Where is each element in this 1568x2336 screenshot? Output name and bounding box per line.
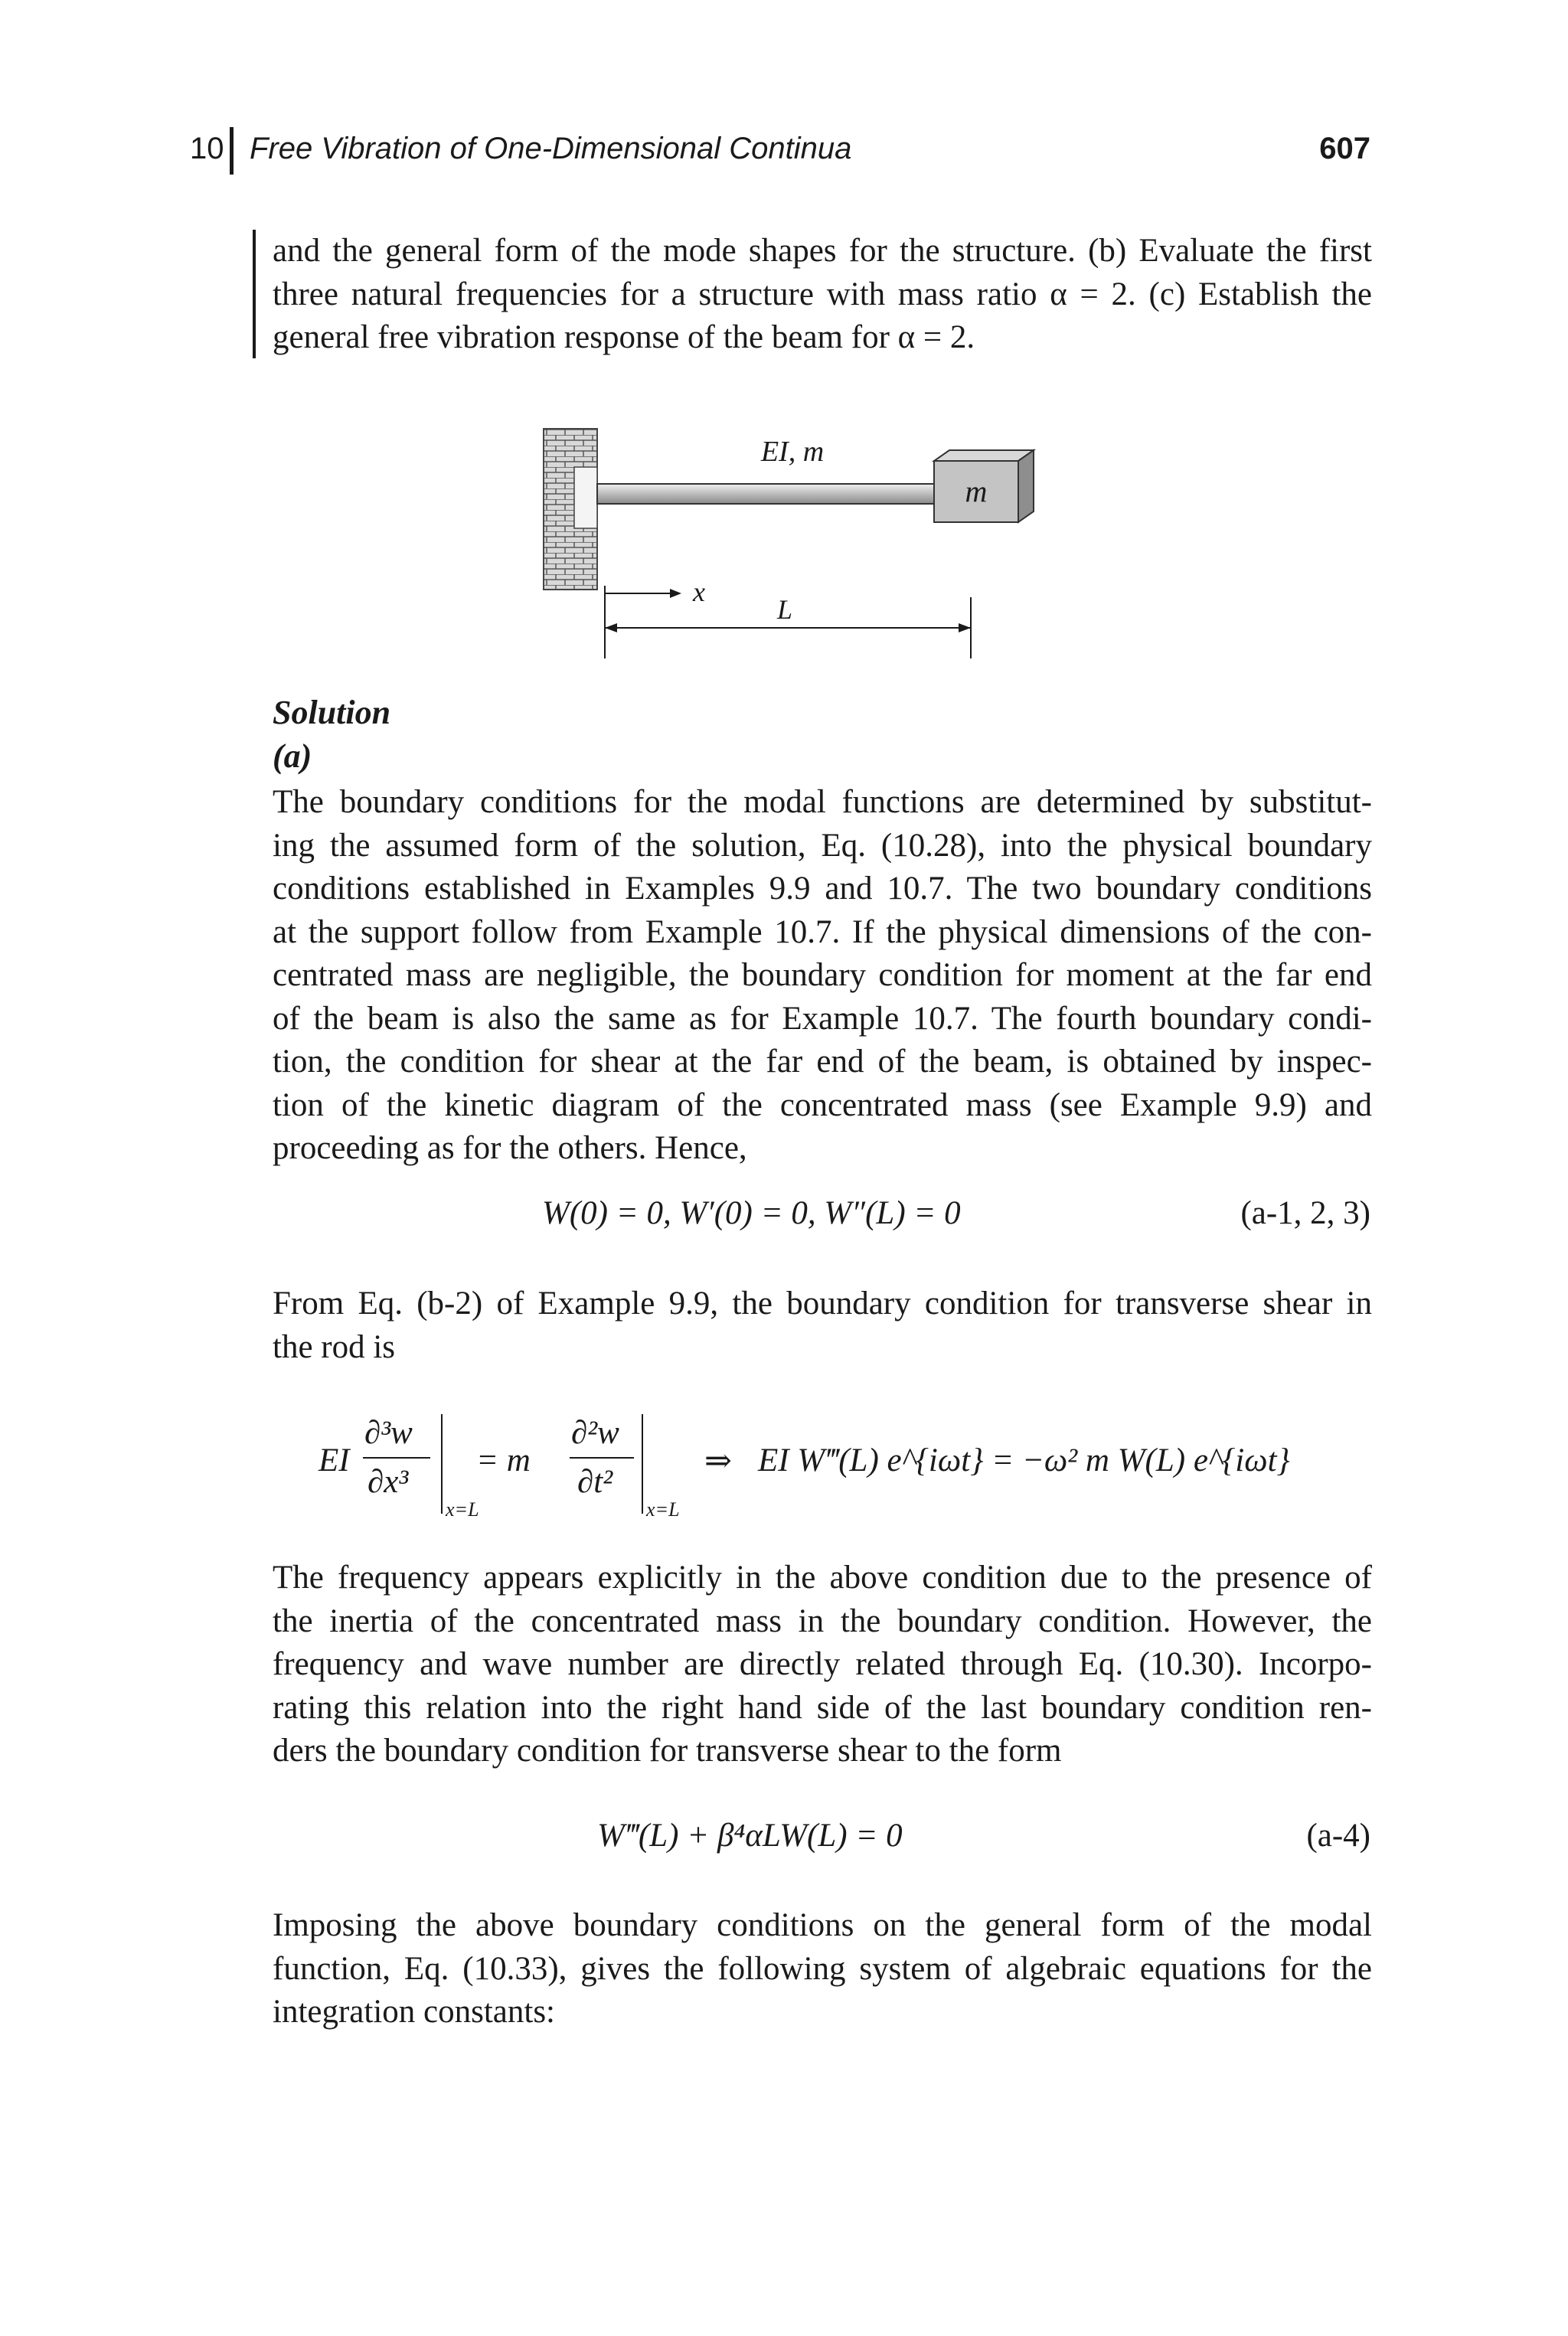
- eq-eval-x-equals-L: x=L: [646, 1498, 680, 1521]
- solution-heading: Solution: [273, 694, 391, 731]
- paragraph-line: conditions established in Examples 9.9 and 10.7. The two boundary conditions: [273, 871, 1372, 907]
- equation-label-a-1-2-3: (a-1, 2, 3): [1240, 1195, 1370, 1231]
- paragraph-line: The boundary conditions for the modal functions are determined by substitut-: [273, 784, 1372, 820]
- eq-numerator-d2w: ∂²w: [571, 1415, 619, 1451]
- fraction-bar: [363, 1457, 430, 1459]
- paragraph-line: ders the boundary condition for transverse shear to the form: [273, 1733, 1062, 1769]
- equation-a-4: W‴(L) + β⁴αLW(L) = 0: [597, 1818, 903, 1854]
- eq-denominator-dx3: ∂x³: [368, 1464, 409, 1500]
- eq-denominator-dt2: ∂t²: [577, 1464, 613, 1500]
- beam-label: EI, m: [760, 436, 825, 468]
- paragraph-frequency-relation: [273, 1557, 1372, 1773]
- x-axis-label: x: [693, 577, 705, 607]
- evaluation-bar: [642, 1414, 643, 1514]
- paragraph-line: of the beam is also the same as for Example 10.7. The fourth boundary condi-: [273, 1000, 1372, 1037]
- eq-shear-rhs: EI W‴(L) e^{iωt} = −ω² m W(L) e^{iωt}: [758, 1442, 1290, 1478]
- chapter-number: 10: [190, 132, 224, 165]
- intro-paragraph: [273, 230, 1372, 360]
- paragraph-line: function, Eq. (10.33), gives the following system of algebraic equations for the: [273, 1950, 1372, 1987]
- paragraph-line: tion of the kinetic diagram of the concentrated mass (see Example 9.9) and: [273, 1086, 1372, 1123]
- eq-eval-x-equals-L: x=L: [446, 1498, 479, 1521]
- fraction-bar: [570, 1457, 634, 1459]
- eq-equals-m: = m: [476, 1442, 531, 1478]
- equation-label-a-4: (a-4): [1306, 1818, 1370, 1854]
- paragraph-line: the rod is: [273, 1328, 396, 1365]
- equation-shear-boundary: [314, 1413, 1309, 1527]
- part-a-label: (a): [273, 737, 312, 775]
- paragraph-line: at the support follow from Example 10.7. If the physical dimensions of the con-: [273, 913, 1372, 950]
- x-axis-arrow: [670, 589, 681, 598]
- intro-line: three natural frequencies for a structure with mass ratio α = 2. (c) Establish the: [273, 276, 1372, 312]
- intro-line: and the general form of the mode shapes for the structure. (b) Evaluate the first: [273, 233, 1372, 269]
- chapter-title: Free Vibration of One-Dimensional Continua: [250, 132, 852, 165]
- paragraph-line: The frequency appears explicitly in the above condition due to the presence of: [273, 1560, 1372, 1596]
- evaluation-bar: [441, 1414, 443, 1514]
- beam: [597, 484, 934, 504]
- eq-implies-arrow: ⇒: [704, 1443, 733, 1479]
- paragraph-line: Imposing the above boundary conditions on the general form of the modal: [273, 1907, 1372, 1943]
- equation-a-1-2-3: W(0) = 0, W′(0) = 0, W″(L) = 0: [542, 1195, 961, 1231]
- paragraph-line: integration constants:: [273, 1994, 556, 2030]
- margin-change-bar: [253, 230, 256, 358]
- paragraph-line: centrated mass are negligible, the boundary condition for moment at the far end: [273, 957, 1372, 993]
- cantilever-beam-figure: [528, 413, 1049, 666]
- paragraph-line: From Eq. (b-2) of Example 9.9, the boundary condition for transverse shear in: [273, 1286, 1372, 1322]
- paragraph-line: tion, the condition for shear at the far end of the beam, is obtained by inspec-: [273, 1044, 1372, 1080]
- length-label: L: [776, 594, 793, 625]
- wall-plate: [574, 467, 597, 528]
- paragraph-boundary-conditions: [273, 781, 1372, 1171]
- paragraph-line: the inertia of the concentrated mass in the boundary condition. However, the: [273, 1603, 1372, 1639]
- paragraph-line: rating this relation into the right hand side of the last boundary condition ren-: [273, 1689, 1372, 1726]
- paragraph-shear-intro: [273, 1282, 1372, 1369]
- eq-numerator-d3w: ∂³w: [364, 1415, 413, 1451]
- paragraph-line: ing the assumed form of the solution, Eq. (10.28), into the physical boundary: [273, 827, 1372, 864]
- paragraph-line: frequency and wave number are directly related through Eq. (10.30). Incorpo-: [273, 1646, 1372, 1682]
- eq-coefficient-EI: EI: [318, 1442, 350, 1478]
- intro-line: general free vibration response of the beam for α = 2.: [273, 319, 975, 355]
- mass-label: m: [965, 474, 988, 508]
- paragraph-line: proceeding as for the others. Hence,: [273, 1130, 747, 1166]
- header-divider: [230, 127, 234, 175]
- mass-box-side: [1018, 450, 1034, 522]
- paragraph-algebraic-system: [273, 1904, 1372, 2034]
- mass-box-top: [934, 450, 1034, 461]
- page-number: 607: [1319, 132, 1370, 165]
